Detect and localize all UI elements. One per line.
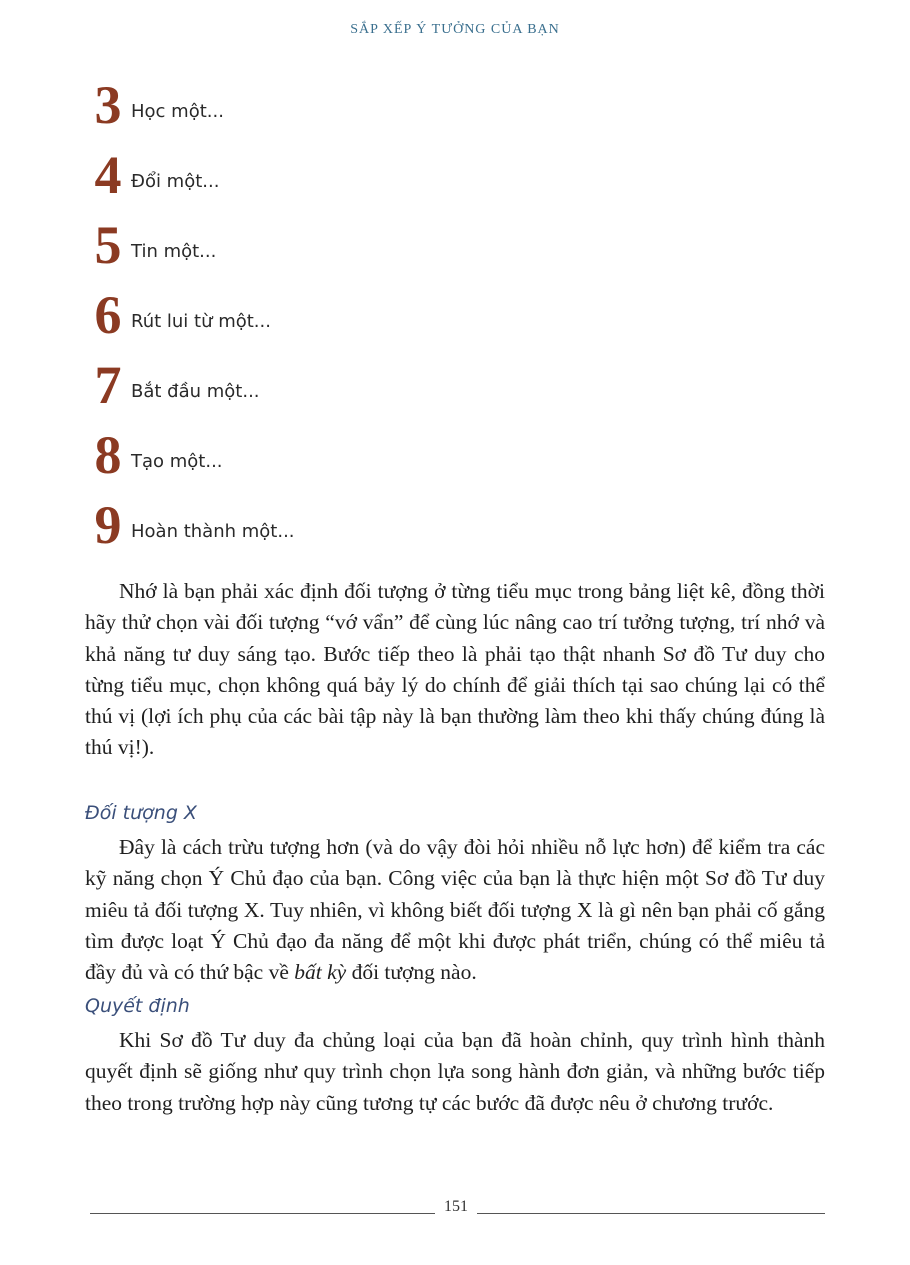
list-text: Tin một... bbox=[131, 241, 217, 262]
list-item bbox=[90, 355, 830, 428]
list-number: 4 bbox=[94, 145, 122, 205]
list-text: Đổi một... bbox=[131, 171, 220, 192]
list-item bbox=[90, 285, 830, 358]
list-number: 9 bbox=[94, 495, 122, 555]
section-heading-decision: Quyết định bbox=[85, 995, 190, 1017]
list-item bbox=[90, 215, 830, 288]
footer-rule-left bbox=[90, 1213, 435, 1214]
list-text: Hoàn thành một... bbox=[131, 521, 295, 542]
paragraph-decision bbox=[85, 1025, 825, 1119]
list-number: 3 bbox=[94, 75, 122, 135]
section-heading-object-x: Đối tượng X bbox=[85, 802, 197, 824]
italic-emphasis: bất kỳ bbox=[294, 960, 347, 985]
list-number: 6 bbox=[94, 285, 122, 345]
list-item bbox=[90, 425, 830, 498]
list-text: Bắt đầu một... bbox=[131, 381, 260, 402]
list-item bbox=[90, 75, 830, 148]
list-number: 5 bbox=[94, 215, 122, 275]
list-text: Học một... bbox=[131, 101, 224, 122]
list-text: Rút lui từ một... bbox=[131, 311, 271, 332]
list-number: 7 bbox=[94, 355, 122, 415]
page-number: 151 bbox=[444, 1198, 468, 1215]
list-text: Tạo một... bbox=[131, 451, 223, 472]
paragraph-object-x-text: Đây là cách trừu tượng hơn (và do vậy đòi hỏi nhiều nỗ lực hơn) để kiểm tra các kỹ năng chọn Ý Chủ đạo của bạn. Công việc của bạn là thực hiện một Sơ đồ Tư duy miêu tả đối tượng X. Tuy nhiên, vì không biết đối tượng X là gì nên bạn phải cố gắng tìm được loạt Ý Chủ đạo đa năng để một khi được phát triển, chúng có thể miêu tả đầy đủ và có thứ bậc về bbox=[85, 835, 825, 985]
running-header: SẮP XẾP Ý TƯỞNG CỦA BẠN bbox=[350, 22, 560, 37]
paragraph-object-x-tail: đối tượng nào. bbox=[346, 960, 477, 985]
paragraph-intro bbox=[85, 576, 825, 764]
paragraph-decision-text: Khi Sơ đồ Tư duy đa chủng loại của bạn đã hoàn chỉnh, quy trình hình thành quyết định sẽ giống như quy trình chọn lựa song hành đơn giản, và những bước tiếp theo trong trường hợp này cũng tương tự các bước đã được nêu ở chương trước. bbox=[85, 1028, 825, 1115]
footer-rule-right bbox=[477, 1213, 825, 1214]
page-footer bbox=[90, 1196, 825, 1220]
list-number: 8 bbox=[94, 425, 122, 485]
list-item bbox=[90, 495, 830, 568]
paragraph-intro-text: Nhớ là bạn phải xác định đối tượng ở từng tiểu mục trong bảng liệt kê, đồng thời hãy thử chọn vài đối tượng “vớ vẩn” để cùng lúc nâng cao trí tưởng tượng, trí nhớ và khả năng tư duy sáng tạo. Bước tiếp theo là phải tạo thật nhanh Sơ đồ Tư duy cho từng tiểu mục, chọn không quá bảy lý do chính để giải thích tại sao chúng lại có thể thú vị (lợi ích phụ của các bài tập này là bạn thường làm theo khi thấy chúng đúng là thú vị!). bbox=[85, 579, 825, 760]
list-item bbox=[90, 145, 830, 218]
numbered-list bbox=[90, 75, 830, 568]
paragraph-object-x bbox=[85, 832, 825, 988]
